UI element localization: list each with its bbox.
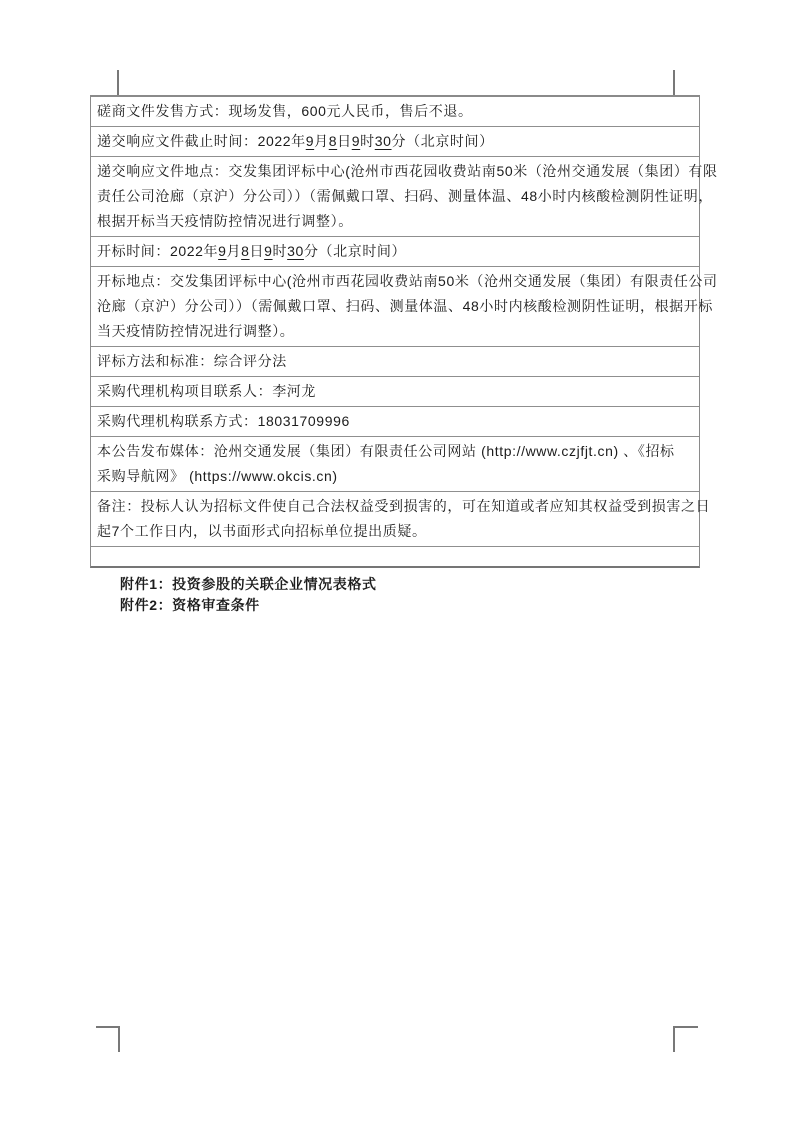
crop-mark-bottom-right-vertical bbox=[673, 1026, 675, 1052]
crop-mark-top-left-vertical bbox=[117, 70, 119, 95]
opening-location-line-3: 当天疫情防控情况进行调整）。 bbox=[97, 323, 295, 339]
opening-sep-month: 月 bbox=[226, 243, 242, 259]
opening-hour: 9 bbox=[264, 243, 273, 259]
opening-time-text: 开标时间：2022年 bbox=[97, 243, 219, 259]
publication-media-line-2: 采购导航网》 (https://www.okcis.cn) bbox=[97, 468, 338, 484]
deadline-day: 8 bbox=[328, 133, 338, 149]
deadline-minute: 30 bbox=[374, 133, 392, 149]
deadline-sep-hour: 时 bbox=[360, 133, 375, 149]
table-row-evaluation-method bbox=[91, 347, 699, 377]
evaluation-method-text: 评标方法和标准：综合评分法 bbox=[97, 353, 287, 369]
remarks-line-1: 备注：投标人认为招标文件使自己合法权益受到损害的，可在知道或者应知其权益受到损害之日 bbox=[97, 498, 711, 514]
announcement-table bbox=[90, 95, 718, 568]
agency-contact-phone-text: 采购代理机构联系方式：18031709996 bbox=[97, 413, 350, 429]
deadline-text: 递交响应文件截止时间：2022年 bbox=[97, 133, 306, 149]
publication-media-line-1: 本公告发布媒体：沧州交通发展（集团）有限责任公司网站 (http://www.czjfjt.cn) 、《招标 bbox=[97, 443, 675, 459]
opening-location-line-2: 沧廊（京沪）分公司））（需佩戴口罩、扫码、测量体温、48小时内核酸检测阴性证明，根据开标 bbox=[97, 298, 713, 314]
response-location-line-1: 递交响应文件地点：交发集团评标中心(沧州市西花园收费站南50米（沧州交通发展（集团）有限 bbox=[97, 163, 718, 179]
attachment-1-label: 附件1：投资参股的关联企业情况表格式 bbox=[120, 576, 377, 592]
table-row-agency-contact-person bbox=[91, 377, 699, 407]
deadline-suffix: 分（北京时间） bbox=[391, 133, 494, 149]
opening-minute: 30 bbox=[287, 243, 304, 259]
opening-sep-hour: 时 bbox=[272, 243, 288, 259]
attachment-2-label: 附件2：资格审查条件 bbox=[120, 597, 260, 613]
remarks-line-2: 起7个工作日内，以书面形式向招标单位提出质疑。 bbox=[97, 523, 427, 539]
deadline-sep-day: 日 bbox=[337, 133, 352, 149]
table-row-bid-opening-time bbox=[91, 237, 699, 267]
opening-month: 9 bbox=[218, 243, 227, 259]
attachments-section bbox=[120, 574, 377, 616]
crop-mark-bottom-right-horizontal bbox=[674, 1026, 698, 1028]
table-row-response-location bbox=[91, 157, 718, 237]
opening-location-line-1: 开标地点：交发集团评标中心(沧州市西花园收费站南50米（沧州交通发展（集团）有限责任公司 bbox=[97, 273, 718, 289]
deadline-sep-month: 月 bbox=[314, 133, 329, 149]
table-row-bid-opening-location bbox=[91, 267, 718, 347]
crop-mark-bottom-left-vertical bbox=[118, 1026, 120, 1052]
opening-sep-day: 日 bbox=[249, 243, 265, 259]
deadline-hour: 9 bbox=[351, 133, 361, 149]
crop-mark-bottom-left-horizontal bbox=[96, 1026, 120, 1028]
crop-mark-top-right-vertical bbox=[673, 70, 675, 95]
sale-method-text: 磋商文件发售方式：现场发售，600元人民币，售后不退。 bbox=[97, 103, 473, 119]
table-row-publication-media bbox=[91, 437, 699, 492]
response-location-line-2: 责任公司沧廊（京沪）分公司））（需佩戴口罩、扫码、测量体温、48小时内核酸检测阴性证明， bbox=[97, 188, 713, 204]
table-row-remarks bbox=[91, 492, 711, 547]
table-row-empty bbox=[91, 547, 699, 566]
table-row-response-deadline bbox=[91, 127, 699, 157]
table-row-document-sale-method bbox=[91, 97, 699, 127]
table-row-agency-contact-phone bbox=[91, 407, 699, 437]
response-location-line-3: 根据开标当天疫情防控情况进行调整）。 bbox=[97, 213, 353, 229]
agency-contact-person-text: 采购代理机构项目联系人：李河龙 bbox=[97, 383, 316, 399]
opening-day: 8 bbox=[241, 243, 250, 259]
opening-suffix: 分（北京时间） bbox=[303, 243, 407, 259]
deadline-month: 9 bbox=[305, 133, 315, 149]
